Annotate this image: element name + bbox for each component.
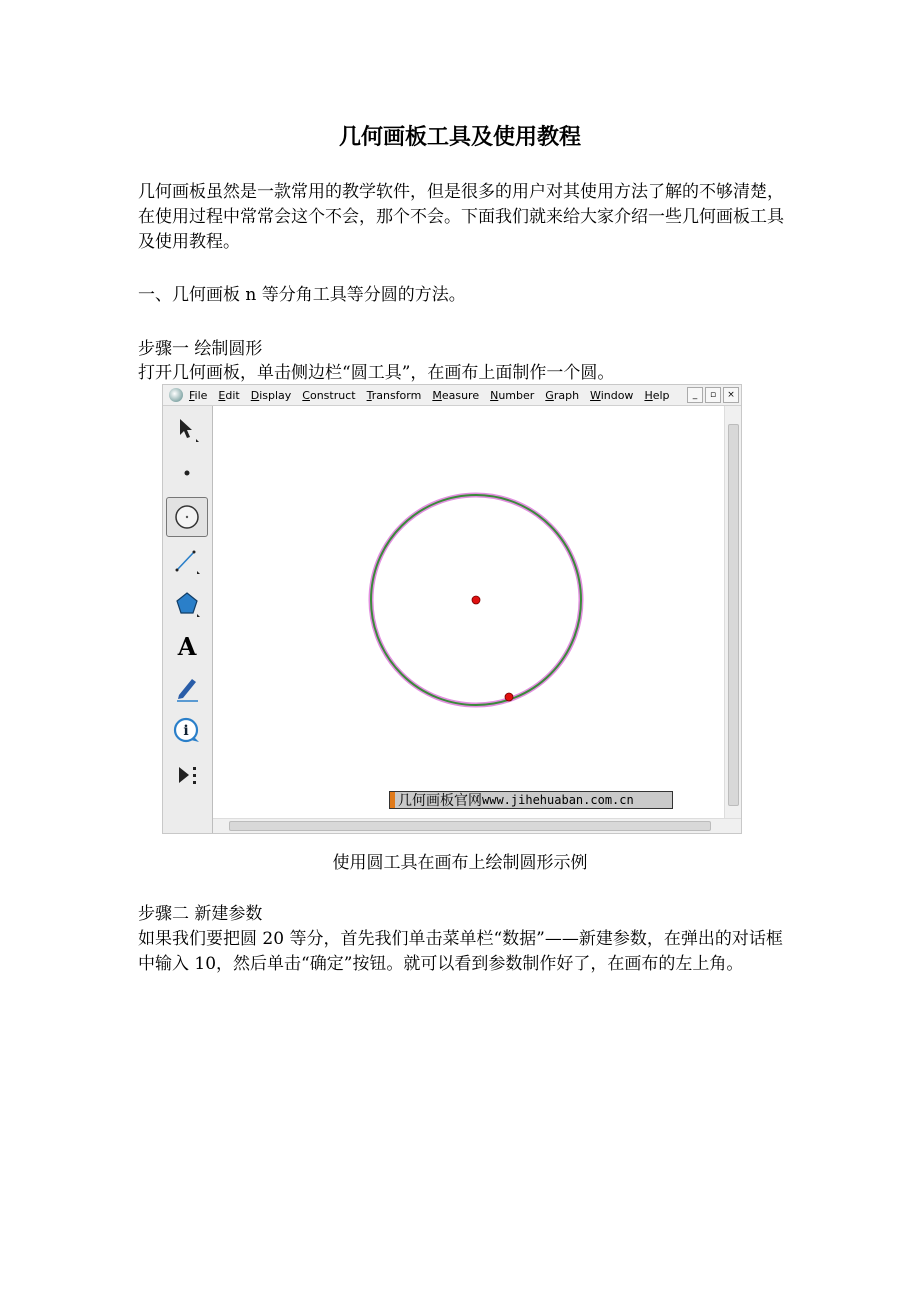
arrow-tool-icon[interactable]: [166, 410, 208, 450]
center-point[interactable]: [472, 596, 480, 604]
menu-file[interactable]: File: [189, 388, 208, 402]
svg-text:i: i: [183, 723, 189, 739]
point-tool-icon[interactable]: [166, 453, 208, 493]
restore-button[interactable]: ▫: [705, 387, 721, 403]
watermark-site-name: 几何画板官网: [398, 793, 482, 809]
step1-heading: 步骤一 绘制圆形: [138, 339, 263, 359]
document-title: 几何画板工具及使用教程: [338, 125, 581, 150]
watermark-url: www.jihehuaban.com.cn: [482, 793, 634, 807]
menu-graph[interactable]: Graph: [545, 388, 580, 402]
horizontal-scrollbar[interactable]: [213, 818, 741, 833]
straightedge-tool-icon[interactable]: [166, 541, 208, 581]
vertical-scroll-thumb[interactable]: [728, 424, 739, 806]
step2-text: 如果我们要把圆 20 等分，首先我们单击菜单栏“数据”——新建参数，在弹出的对话框中输入 10，然后单击“确定”按钮。就可以看到参数制作好了，在画布的左上角。: [138, 929, 783, 974]
menu-measure[interactable]: Measure: [432, 388, 480, 402]
text-tool-glyph: A: [177, 631, 197, 661]
toolbox: [163, 406, 213, 833]
sketch-canvas[interactable]: [213, 406, 725, 818]
menu-transform[interactable]: Transform: [366, 388, 422, 402]
information-tool-icon[interactable]: [166, 711, 208, 751]
compass-tool-icon[interactable]: [166, 497, 208, 537]
app-icon: [169, 388, 183, 402]
step1-text: 打开几何画板，单击侧边栏“圆工具”，在画布上面制作一个圆。: [138, 363, 615, 383]
vertical-scrollbar[interactable]: [724, 406, 741, 818]
marker-tool-icon[interactable]: [166, 668, 208, 708]
section-heading: 一、几何画板 n 等分角工具等分圆的方法。: [138, 285, 466, 305]
intro-paragraph: 几何画板虽然是一款常用的教学软件，但是很多的用户对其使用方法了解的不够清楚，在使用过程中常常会这个不会，那个不会。下面我们就来给大家介绍一些几何画板工具及使用教程。: [138, 182, 784, 252]
menu-edit[interactable]: Edit: [218, 388, 240, 402]
menu-construct[interactable]: Construct: [302, 388, 356, 402]
sketchpad-window: [162, 384, 742, 834]
menu-display[interactable]: Display: [250, 388, 292, 402]
radius-point[interactable]: [505, 693, 513, 701]
step2-heading: 步骤二 新建参数: [138, 904, 263, 924]
text-tool-icon[interactable]: [166, 626, 208, 666]
figure-caption: 使用圆工具在画布上绘制圆形示例: [332, 853, 588, 873]
menu-help[interactable]: Help: [644, 388, 670, 402]
polygon-tool-icon[interactable]: [166, 584, 208, 624]
menu-window[interactable]: Window: [590, 388, 634, 402]
minimize-button[interactable]: _: [687, 387, 703, 403]
custom-tool-icon[interactable]: [166, 755, 208, 795]
menu-bar: [163, 385, 741, 406]
watermark-bar: [390, 792, 395, 808]
close-button[interactable]: ×: [723, 387, 739, 403]
menu-number[interactable]: Number: [490, 388, 535, 402]
watermark: [389, 791, 673, 809]
horizontal-scroll-thumb[interactable]: [229, 821, 711, 831]
